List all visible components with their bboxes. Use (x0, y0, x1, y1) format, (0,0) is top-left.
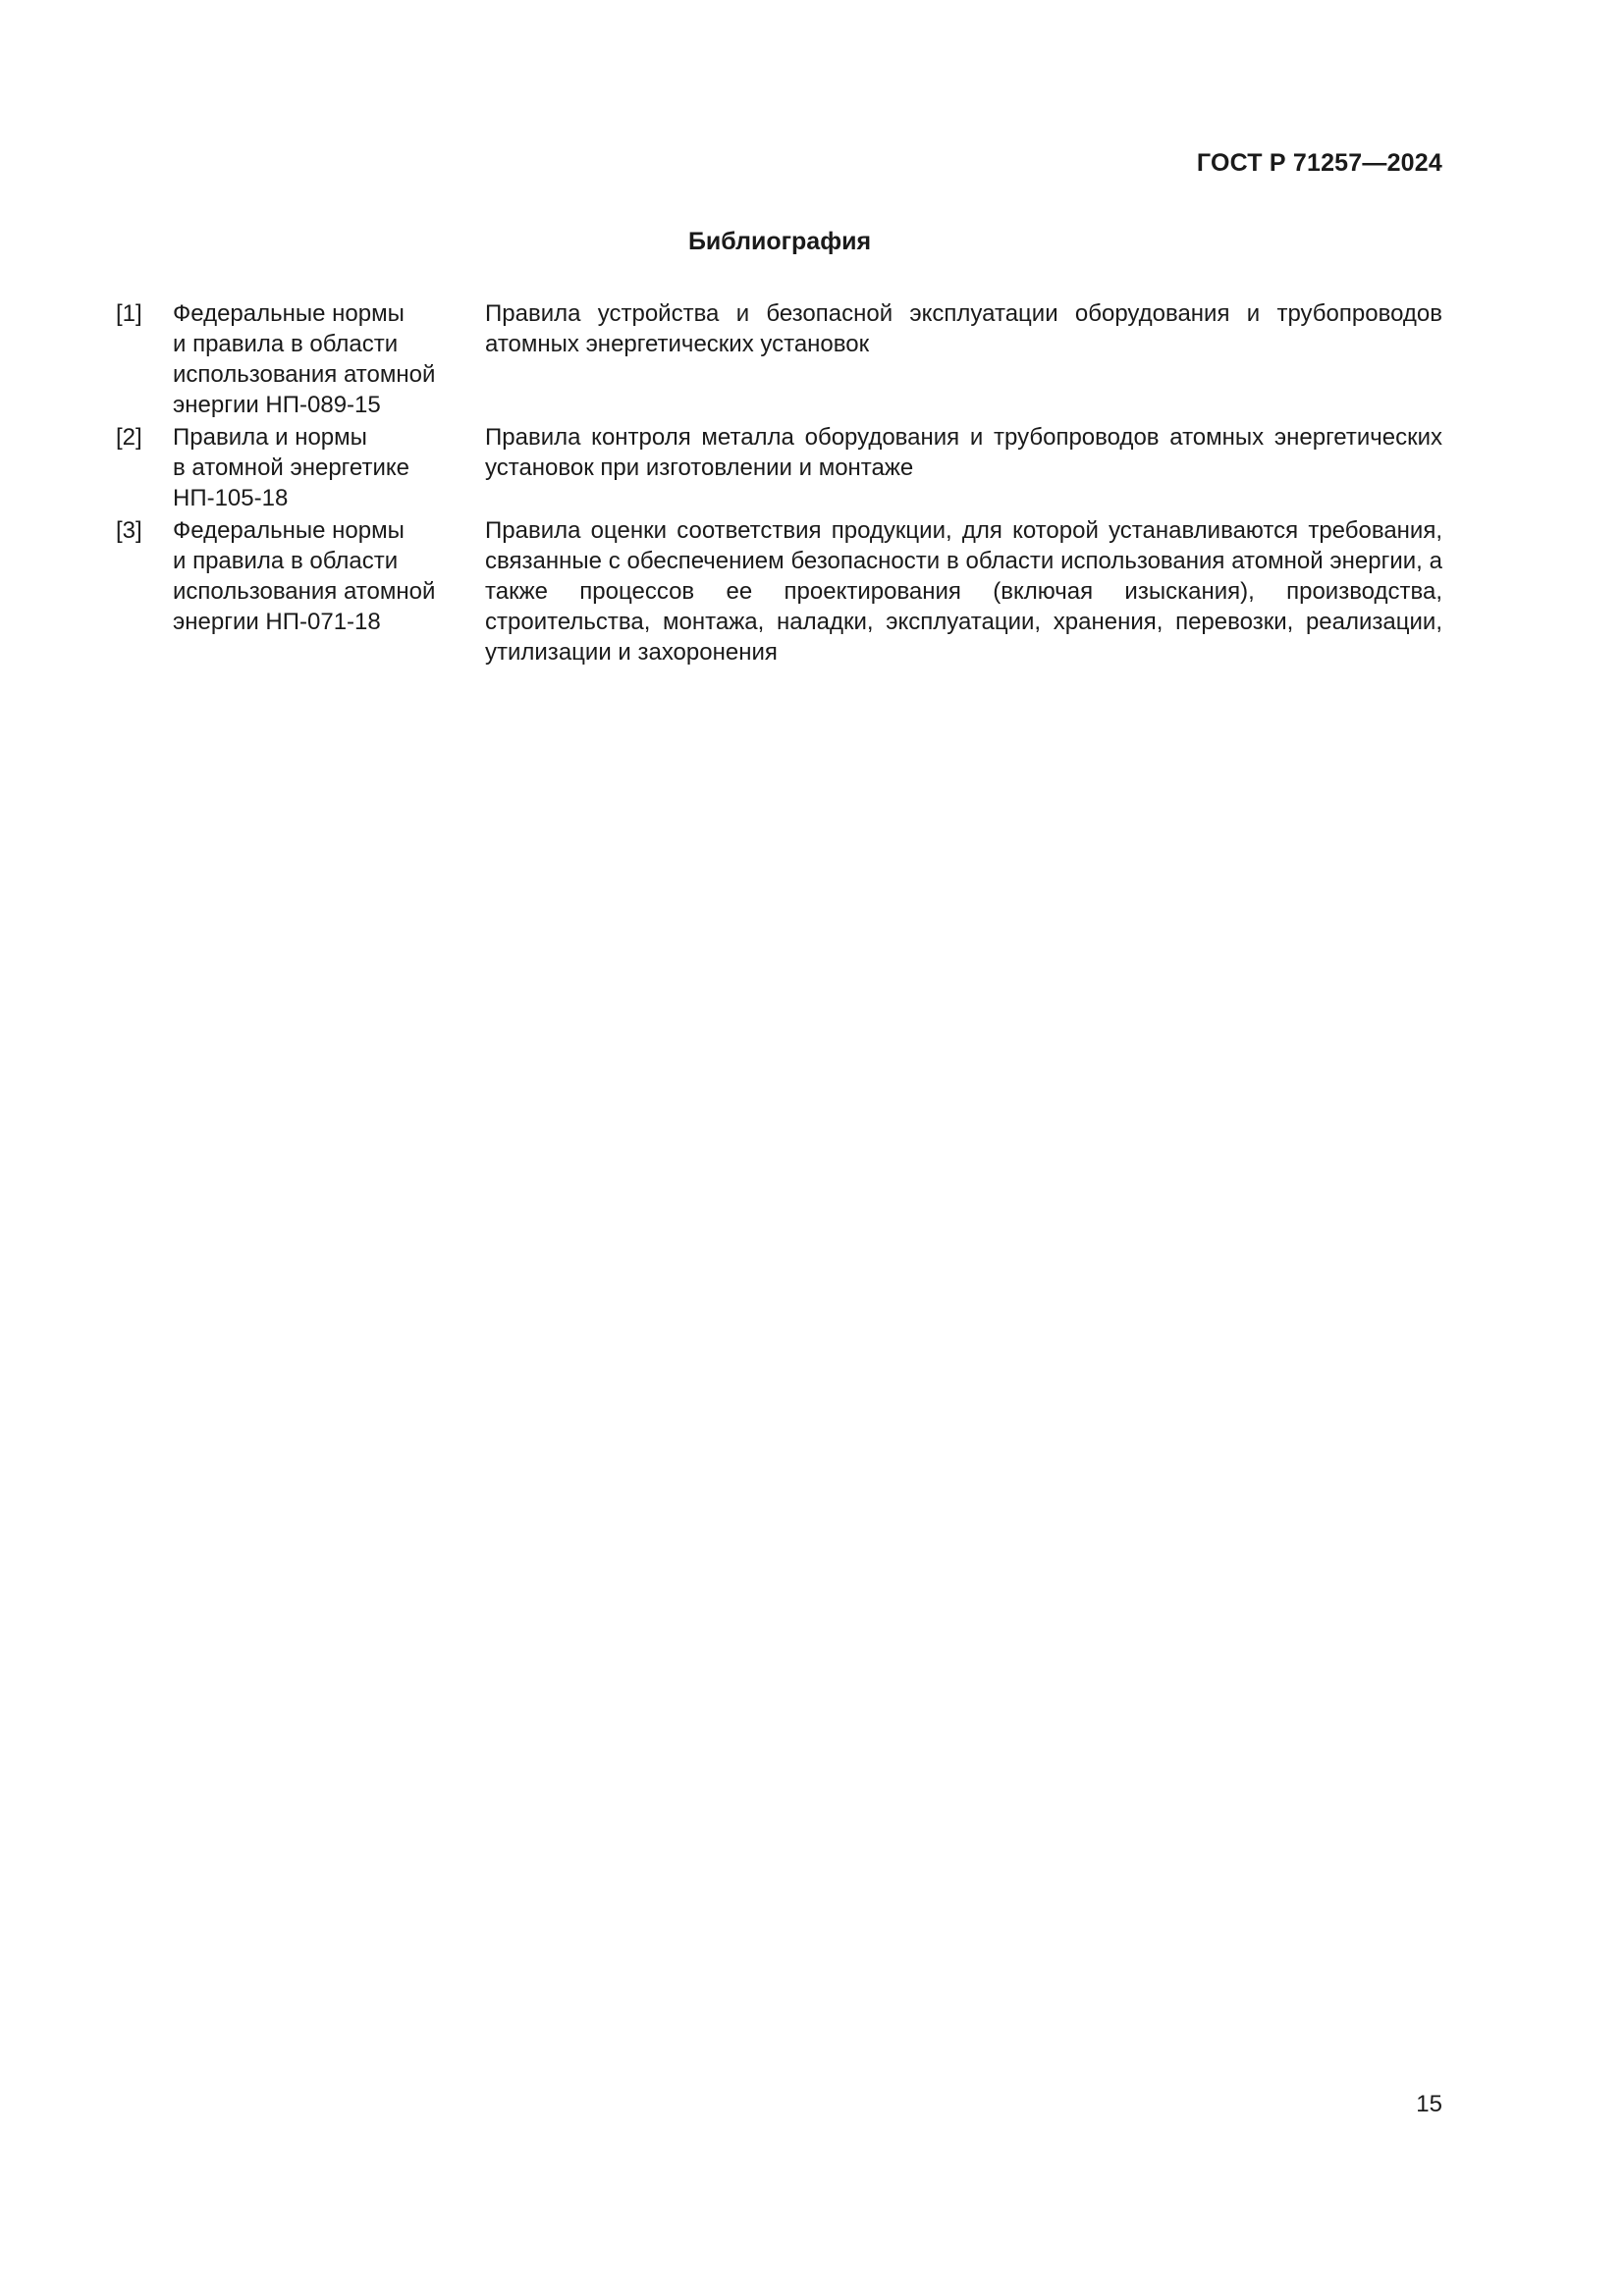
bibliography-entry (116, 298, 1442, 420)
entry-title: Правила контроля металла оборудования и трубопроводов атомных энергетических установок при изготовлении и монтаже (485, 424, 1442, 481)
bibliography-list (116, 298, 1442, 667)
bibliography-entry (116, 515, 1442, 667)
entry-title: Правила оценки соответствия продукции, для которой устанавливаются требования, связанные с обеспечением безопасности в области использования атомной энергии, а также процессов ее проектирования (включая изыскания), производства, строительства, монтажа, наладки, эксплуатации, хранения, перевозки, реализации, утилизации и захоронения (485, 517, 1442, 666)
entry-source: Федеральные нормы и правила в области использования атомной энергии НП-071-18 (173, 517, 436, 635)
entry-source: Правила и нормы в атомной энергетике НП-105-18 (173, 424, 409, 511)
entry-number: [2] (116, 424, 142, 451)
bibliography-entry (116, 422, 1442, 513)
bibliography-title: Библиография (687, 228, 872, 255)
entry-number: [3] (116, 517, 142, 544)
page-number: 15 (1416, 2091, 1442, 2117)
entry-source: Федеральные нормы и правила в области использования атомной энергии НП-089-15 (173, 300, 436, 418)
entry-title: Правила устройства и безопасной эксплуатации оборудования и трубопроводов атомных энергетических установок (485, 300, 1442, 357)
entry-number: [1] (116, 300, 142, 327)
document-standard-id: ГОСТ Р 71257—2024 (1196, 149, 1442, 177)
